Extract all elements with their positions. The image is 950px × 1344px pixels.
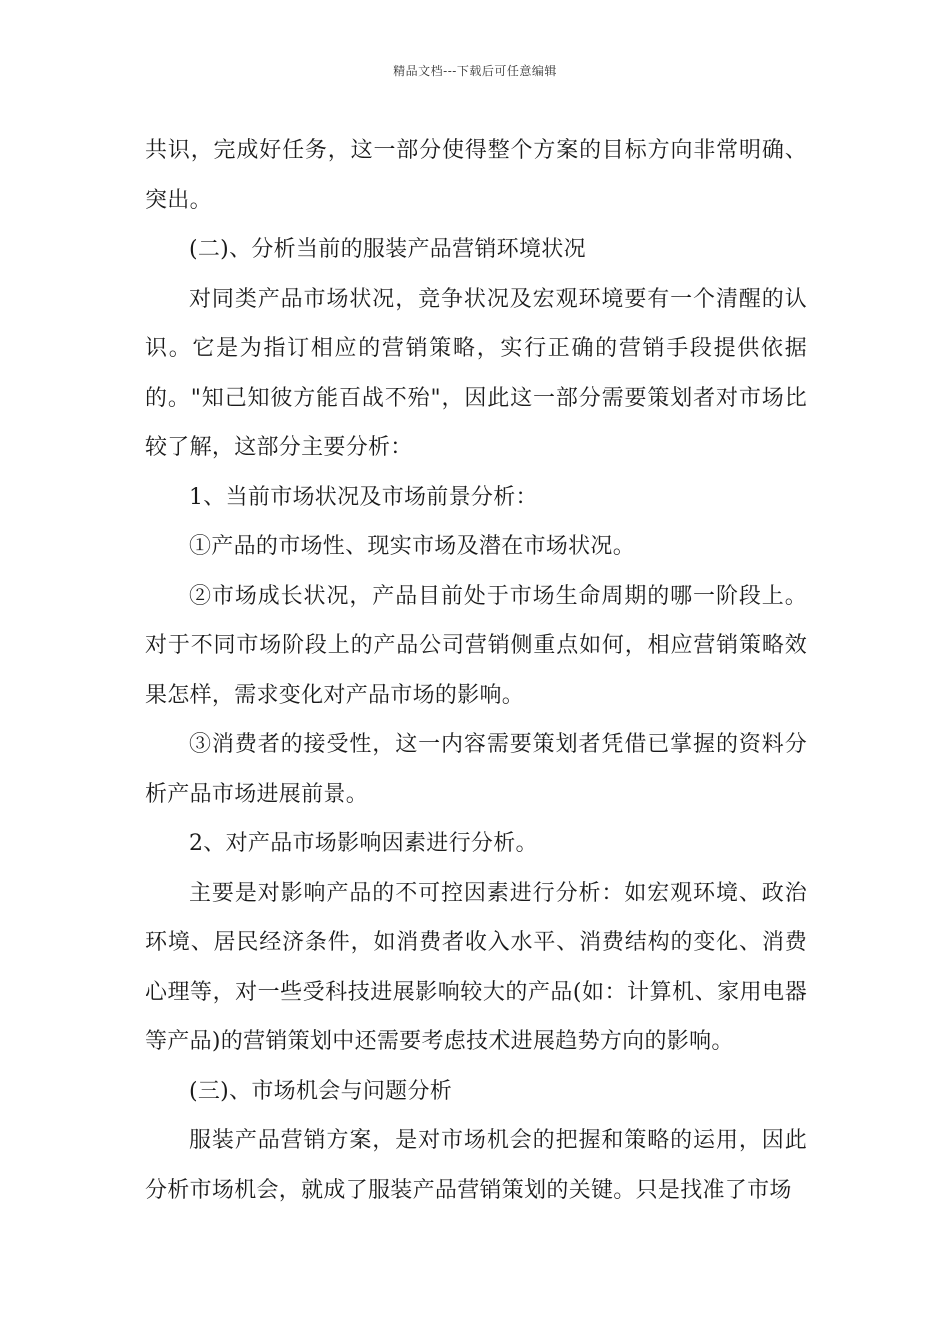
list-item-1: ①产品的市场性、现实市场及潜在市场状况。 bbox=[189, 534, 636, 559]
list-item-3: ③消费者的接受性，这一内容需要策划者凭借已掌握的资料分析产品市场进展前景。 bbox=[145, 732, 807, 807]
paragraph-factors: 主要是对影响产品的不可控因素进行分析：如宏观环境、政治环境、居民经济条件，如消费者收入水平、消费结构的变化、消费心理等，对一些受科技进展影响较大的产品(如：计算机、家用电器等产品)的营销策划中还需要考虑技术进展趋势方向的影响。 bbox=[145, 880, 807, 1054]
section-heading-environment: (二)、分析当前的服装产品营销环境状况 bbox=[189, 237, 586, 262]
document-body bbox=[145, 126, 807, 1215]
subheading-influencing-factors: 2、对产品市场影响因素进行分析。 bbox=[189, 831, 538, 856]
paragraph-opportunity: 服装产品营销方案，是对市场机会的把握和策略的运用，因此分析市场机会，就成了服装产品营销策划的关键。只是找准了市场 bbox=[145, 1128, 807, 1203]
paragraph-environment: 对同类产品市场状况，竞争状况及宏观环境要有一个清醒的认识。它是为指订相应的营销策略，实行正确的营销手段提供依据的。"知己知彼方能百战不殆"，因此这一部分需要策划者对市场比较了解，这部分主要分析： bbox=[145, 286, 807, 460]
paragraph-consensus: 共识，完成好任务，这一部分使得整个方案的目标方向非常明确、突出。 bbox=[145, 138, 807, 213]
subheading-market-status: 1、当前市场状况及市场前景分析： bbox=[189, 484, 538, 510]
page-header: 精品文档---下载后可任意编辑 bbox=[393, 64, 557, 78]
section-heading-opportunity: (三)、市场机会与问题分析 bbox=[189, 1078, 453, 1104]
list-item-2: ②市场成长状况，产品目前处于市场生命周期的哪一阶段上。对于不同市场阶段上的产品公司营销侧重点如何，相应营销策略效果怎样，需求变化对产品市场的影响。 bbox=[145, 583, 807, 708]
